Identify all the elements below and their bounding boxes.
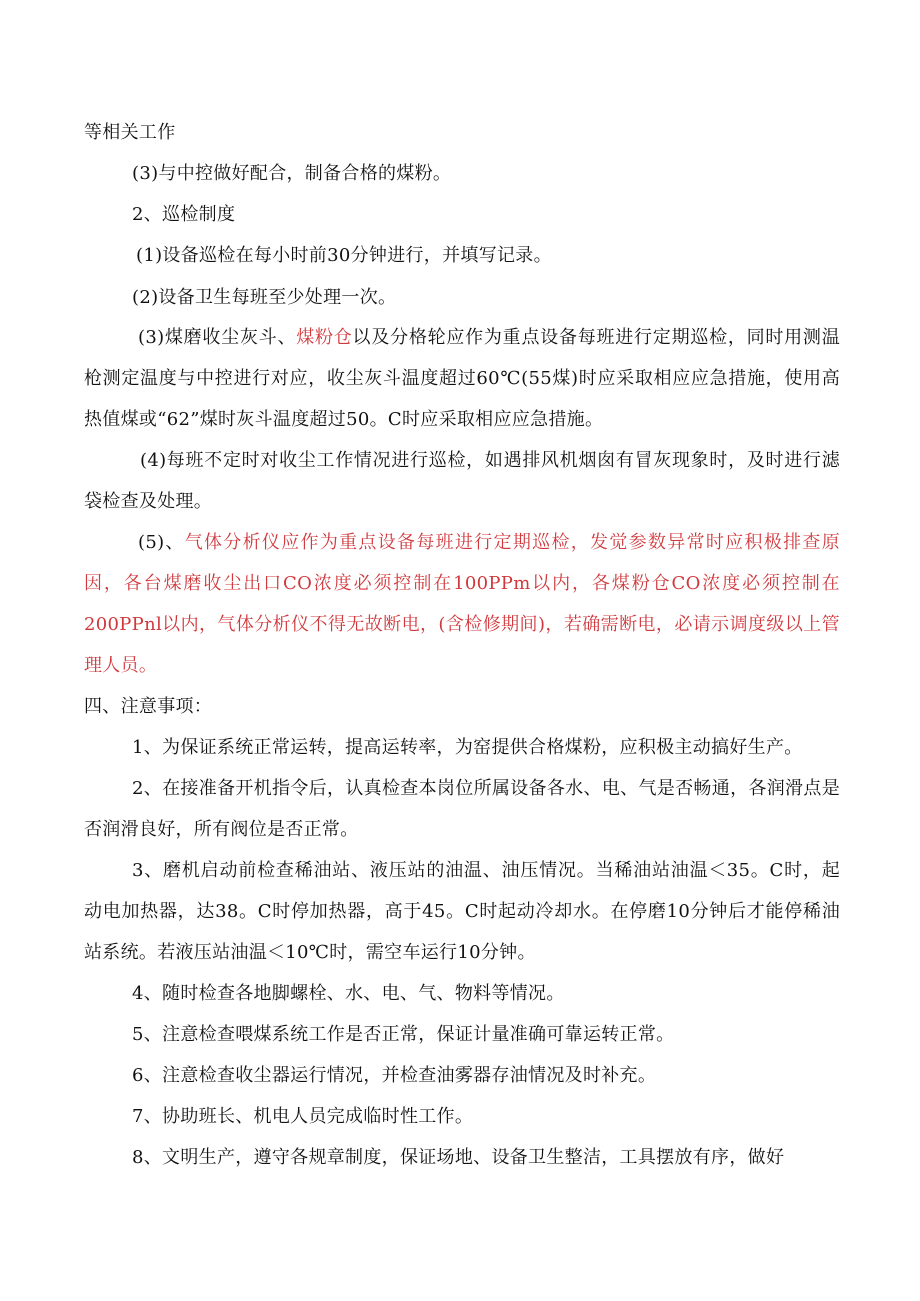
paragraph-text: 以及分格轮应作为重点设备每班进行定期巡检，同时用测温枪测定温度与中控进行对应，收尘灰斗温度超过60℃(55煤)时应采取相应应急措施，使用高热值煤或“62”煤时灰斗温度超过50。C时应采取相应应急措施。 (84, 327, 840, 430)
paragraph-text: (5)、 (138, 532, 185, 553)
note-item-5: 5、注意检查喂煤系统工作是否正常，保证计量准确可靠运转正常。 (132, 1024, 675, 1045)
paragraph-text: (3)煤磨收尘灰斗、 (138, 327, 297, 348)
paragraph-item-1-inspection: (1)设备巡检在每小时前30分钟进行，并填写记录。 (136, 245, 552, 266)
section-heading-notes: 四、注意事项： (84, 696, 213, 717)
paragraph-item-4-dust-collection: (4)每班不定时对收尘工作情况进行巡检，如遇排风机烟囱有冒灰现象时，及时进行滤袋检查及处理。 (84, 450, 840, 512)
note-item-1: 1、为保证系统正常运转，提高运转率，为窑提供合格煤粉，应积极主动搞好生产。 (132, 737, 803, 758)
paragraph-item-3-dust-hopper (84, 317, 840, 440)
note-item-8: 8、文明生产，遵守各规章制度，保证场地、设备卫生整洁，工具摆放有序，做好 (132, 1147, 785, 1168)
highlight-text: 煤粉仓 (296, 327, 353, 348)
note-item-2: 2、在接准备开机指令后，认真检查本岗位所属设备各水、电、气是否畅通，各润滑点是否润滑良好，所有阀位是否正常。 (84, 778, 840, 840)
paragraph-item-2-hygiene: (2)设备卫生每班至少处理一次。 (132, 287, 397, 308)
note-item-7: 7、协助班长、机电人员完成临时性工作。 (132, 1106, 474, 1127)
note-item-6: 6、注意检查收尘器运行情况，并检查油雾器存油情况及时补充。 (132, 1065, 657, 1086)
note-item-3: 3、磨机启动前检查稀油站、液压站的油温、油压情况。当稀油站油温＜35。C时，起动电加热器，达38。C时停加热器，高于45。C时起动冷却水。在停磨10分钟后才能停稀油站系统。若液压站油温＜10℃时，需空车运行10分钟。 (84, 860, 840, 963)
paragraph-continuation: 等相关工作 (84, 122, 176, 143)
section-heading-inspection-system: 2、巡检制度 (132, 204, 236, 225)
paragraph-item-5-gas-analyzer (84, 522, 840, 686)
paragraph-item-3-cooperation: (3)与中控做好配合，制备合格的煤粉。 (132, 163, 452, 184)
note-item-4: 4、随时检查各地脚螺栓、水、电、气、物料等情况。 (132, 983, 565, 1004)
highlight-text: 气体分析仪应作为重点设备每班进行定期巡检，发觉参数异常时应积极排查原因，各台煤磨收尘出口CO浓度必须控制在100PPm以内，各煤粉仓CO浓度必须控制在200PPnl以内，气体分析仪不得无故断电，(含检修期间)，若确需断电，必请示调度级以上管理人员。 (84, 532, 840, 676)
